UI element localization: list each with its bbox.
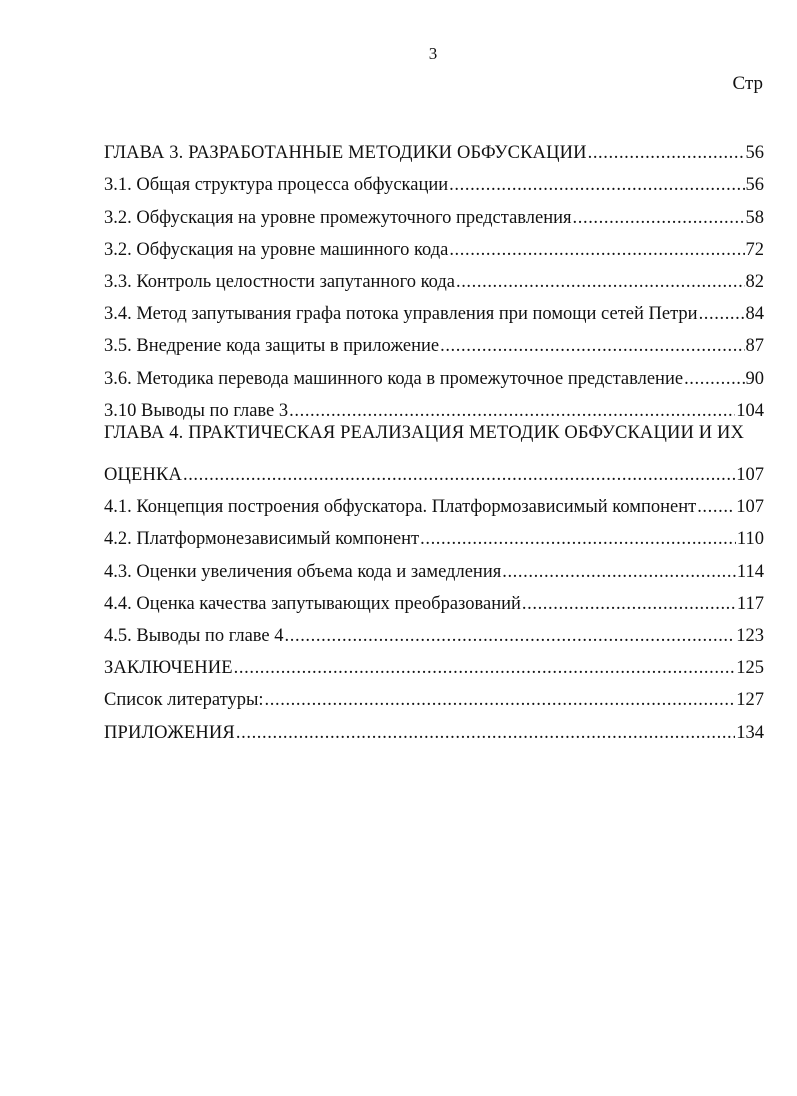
toc-entry bbox=[104, 325, 764, 357]
toc-entry-title: ЗАКЛЮЧЕНИЕ bbox=[104, 658, 233, 679]
toc-entry bbox=[104, 261, 764, 293]
toc-entry-title: ОЦЕНКА bbox=[104, 465, 182, 486]
toc-leader-dots bbox=[449, 239, 744, 261]
toc-leader-dots bbox=[289, 400, 735, 422]
toc-entry-page: 90 bbox=[745, 368, 764, 389]
toc-leader-dots bbox=[684, 368, 744, 390]
toc-entry-title: 4.1. Концепция построения обфускатора. Платформозависимый компонент bbox=[104, 497, 697, 518]
toc-entry-title: 3.1. Общая структура процесса обфускации bbox=[104, 175, 449, 196]
toc-entry-page: 134 bbox=[736, 722, 764, 743]
toc-entry-page: 125 bbox=[736, 658, 764, 679]
toc-leader-dots bbox=[522, 593, 736, 615]
toc-entry-conclusion bbox=[104, 647, 764, 679]
toc-entry-title: 3.3. Контроль целостности запутанного кода bbox=[104, 271, 455, 292]
toc-entry-title: 3.2. Обфускация на уровне промежуточного представления bbox=[104, 207, 572, 228]
toc-entry-chapter-3 bbox=[104, 132, 764, 164]
toc-leader-dots bbox=[440, 335, 744, 357]
toc-entry-title: Список литературы: bbox=[104, 690, 264, 711]
toc-leader-dots bbox=[699, 303, 745, 325]
toc-entry-page: 114 bbox=[736, 561, 764, 582]
toc-entry-title: 3.10 Выводы по главе 3 bbox=[104, 400, 289, 421]
toc-entry bbox=[104, 583, 764, 615]
toc-leader-dots bbox=[183, 464, 735, 486]
table-of-contents bbox=[104, 132, 764, 744]
toc-leader-dots bbox=[449, 174, 744, 196]
toc-leader-dots bbox=[573, 207, 745, 229]
toc-entry-references bbox=[104, 679, 764, 711]
toc-entry-page: 58 bbox=[745, 207, 764, 228]
toc-entry-page: 87 bbox=[745, 336, 764, 357]
toc-entry-page: 56 bbox=[745, 175, 764, 196]
toc-entry-page: 110 bbox=[736, 529, 764, 550]
toc-leader-dots bbox=[420, 528, 736, 550]
toc-entry-page: 107 bbox=[736, 497, 764, 518]
toc-entry-title: 4.2. Платформонезависимый компонент bbox=[104, 529, 420, 550]
toc-entry-title: 3.4. Метод запутывания графа потока управления при помощи сетей Петри bbox=[104, 304, 698, 325]
toc-leader-dots bbox=[236, 722, 735, 744]
toc-entry-title: 4.5. Выводы по главе 4 bbox=[104, 626, 284, 646]
toc-entry-page: 56 bbox=[745, 143, 764, 164]
toc-entry-page: 82 bbox=[745, 271, 764, 292]
toc-entry-page: 72 bbox=[745, 239, 764, 260]
toc-leader-dots bbox=[502, 561, 736, 583]
toc-entry bbox=[104, 357, 764, 389]
toc-entry-chapter-4-line-2 bbox=[104, 454, 764, 486]
toc-entry-page: 117 bbox=[736, 593, 764, 614]
toc-entry-title: 3.6. Методика перевода машинного кода в промежуточное представление bbox=[104, 368, 684, 389]
toc-entry-page: 127 bbox=[736, 690, 764, 711]
toc-leader-dots bbox=[265, 689, 736, 711]
page-column-label: Стр bbox=[732, 73, 763, 94]
toc-entry-title: 4.3. Оценки увеличения объема кода и замедления bbox=[104, 561, 502, 582]
toc-entry-page: 104 bbox=[736, 400, 764, 421]
toc-entry bbox=[104, 550, 764, 582]
toc-entry bbox=[104, 390, 764, 422]
toc-entry-page: 107 bbox=[736, 465, 764, 486]
toc-entry bbox=[104, 196, 764, 228]
toc-entry-title: 4.4. Оценка качества запутывающих преобразований bbox=[104, 593, 521, 614]
toc-entry-title: 3.2. Обфускация на уровне машинного кода bbox=[104, 239, 449, 260]
toc-leader-dots bbox=[234, 657, 736, 679]
toc-entry bbox=[104, 615, 764, 647]
toc-entry-page: 123 bbox=[736, 626, 764, 646]
toc-entry-title: ПРИЛОЖЕНИЯ bbox=[104, 722, 235, 743]
toc-leader-dots bbox=[285, 625, 736, 647]
toc-entry-title: 3.5. Внедрение кода защиты в приложение bbox=[104, 336, 440, 357]
toc-entry-title: ГЛАВА 4. ПРАКТИЧЕСКАЯ РЕАЛИЗАЦИЯ МЕТОДИК ОБФУСКАЦИИ И ИХ bbox=[104, 422, 745, 443]
toc-leader-dots bbox=[588, 142, 745, 164]
toc-entry bbox=[104, 293, 764, 325]
toc-entry bbox=[104, 229, 764, 261]
toc-entry-appendices bbox=[104, 711, 764, 743]
toc-entry-page: 84 bbox=[745, 304, 764, 325]
toc-entry bbox=[104, 164, 764, 196]
toc-entry bbox=[104, 518, 764, 550]
toc-entry-title: ГЛАВА 3. РАЗРАБОТАННЫЕ МЕТОДИКИ ОБФУСКАЦИИ bbox=[104, 143, 587, 164]
page-number: 3 bbox=[428, 44, 438, 63]
toc-leader-dots bbox=[697, 496, 735, 518]
toc-leader-dots bbox=[456, 271, 745, 293]
toc-entry-chapter-4-line-1 bbox=[104, 422, 764, 454]
toc-entry bbox=[104, 486, 764, 518]
